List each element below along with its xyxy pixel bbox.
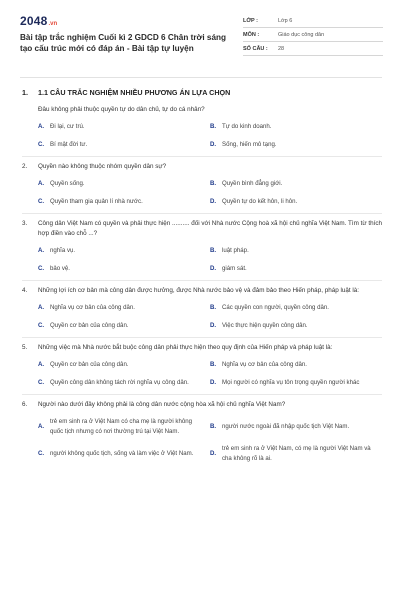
option-a[interactable]: [38, 356, 210, 374]
option-letter: A.: [38, 422, 45, 430]
option-letter: D.: [210, 264, 217, 272]
option-text: Quyền cơ bản của công dân.: [50, 361, 129, 368]
option-text: Quyền bình đẳng giới.: [222, 180, 283, 187]
option-text: trẻ em sinh ra ở Việt Nam có cha mẹ là người không quốc tịch nhưng có nơi thường trú tại Việt Nam.: [50, 418, 193, 435]
question-stem: [22, 216, 382, 239]
question-divider: [22, 394, 382, 395]
header-divider: [20, 77, 382, 78]
question-divider: [22, 280, 382, 281]
option-d[interactable]: [210, 440, 382, 467]
section-number: 1.: [22, 88, 28, 97]
option-b[interactable]: [210, 175, 382, 193]
option-letter: A.: [38, 123, 45, 130]
option-text: Nghĩa vụ cơ bản của công dân.: [50, 304, 135, 311]
option-letter: A.: [38, 304, 45, 311]
option-d[interactable]: [210, 193, 382, 211]
option-c[interactable]: [38, 440, 210, 467]
question-1: [20, 102, 382, 157]
options-grid: [22, 118, 382, 153]
meta-label: LỚP :: [243, 17, 258, 24]
option-letter: C.: [38, 378, 45, 386]
option-text: Việc thực hiện quyền công dân.: [222, 321, 308, 329]
question-divider: [22, 337, 382, 338]
question-number: [22, 105, 38, 115]
option-letter: C.: [38, 321, 45, 329]
question-stem: [22, 397, 382, 410]
option-text: Các quyền con người, quyền công dân.: [222, 304, 330, 311]
option-b[interactable]: [210, 118, 382, 136]
question-text: Những việc mà Nhà nước bắt buộc công dân phải thực hiện theo quy định của Hiến pháp và pháp luật là:: [38, 344, 333, 351]
meta-row-subject: [243, 28, 383, 42]
option-text: luật pháp.: [222, 247, 249, 254]
option-d[interactable]: [210, 136, 382, 154]
option-b[interactable]: [210, 299, 382, 317]
options-grid: [22, 413, 382, 467]
question-6: [20, 397, 382, 467]
option-text: Mọi người có nghĩa vụ tôn trọng quyền người khác: [222, 378, 360, 386]
document-page: [10, 6, 392, 600]
option-text: người nước ngoài đã nhập quốc tịch Việt Nam.: [222, 422, 350, 430]
option-text: Tự do kinh doanh.: [222, 123, 272, 130]
option-text: Quyền cơ bản của công dân.: [50, 321, 129, 329]
meta-label: SỐ CÂU :: [243, 45, 268, 52]
option-text: nghĩa vụ.: [50, 247, 76, 254]
options-grid: [22, 242, 382, 277]
option-letter: B.: [210, 123, 217, 130]
option-a[interactable]: [38, 118, 210, 136]
option-c[interactable]: [38, 317, 210, 335]
option-text: Quyền công dân không tách rời nghĩa vụ công dân.: [50, 378, 189, 386]
option-letter: D.: [210, 449, 217, 457]
section-title: [20, 84, 382, 102]
option-letter: B.: [210, 422, 217, 430]
option-letter: D.: [210, 378, 217, 386]
question-number: 6.: [22, 401, 28, 408]
question-number: 4.: [22, 287, 28, 294]
meta-value: 28: [278, 45, 285, 52]
option-text: Đi lại, cư trú.: [50, 123, 85, 130]
question-stem: [22, 159, 382, 172]
option-text: Sống, hiến mô tạng.: [222, 140, 277, 148]
option-text: Nghĩa vụ cơ bản của công dân.: [222, 361, 307, 368]
option-c[interactable]: [38, 193, 210, 211]
question-stem: [22, 102, 382, 115]
option-a[interactable]: [38, 175, 210, 193]
section-title-text: 1.1 CÂU TRẮC NGHIỆM NHIỀU PHƯƠNG ÁN LỰA CHỌN: [38, 88, 231, 97]
option-letter: B.: [210, 180, 217, 187]
option-letter: A.: [38, 361, 45, 368]
option-text: Quyền sống.: [50, 180, 85, 187]
meta-value: Giáo dục công dân: [278, 31, 325, 38]
question-4: [20, 283, 382, 338]
question-divider: [22, 156, 382, 157]
options-grid: [22, 175, 382, 210]
option-a[interactable]: [38, 299, 210, 317]
option-text: giám sát.: [222, 264, 247, 272]
option-letter: B.: [210, 304, 217, 311]
option-letter: B.: [210, 361, 217, 368]
question-3: [20, 216, 382, 281]
option-d[interactable]: [210, 317, 382, 335]
logo-main-text: 2048: [20, 14, 48, 28]
question-text: Quyền nào không thuộc nhóm quyền dân sự?: [38, 163, 167, 170]
question-text: Những lợi ích cơ bản mà công dân được hưởng, được Nhà nước bảo vệ và đảm bảo theo Hiến pháp, pháp luật là:: [38, 287, 359, 294]
meta-row-count: [243, 42, 383, 56]
option-letter: B.: [210, 247, 217, 254]
question-list: [20, 84, 382, 467]
document-header: [20, 14, 382, 69]
option-letter: C.: [38, 140, 45, 148]
question-text: Đâu không phải thuộc quyền tự do dân chủ, tự do cá nhân?: [38, 106, 205, 113]
options-grid: [22, 356, 382, 391]
meta-info-box: [243, 14, 383, 56]
option-letter: C.: [38, 449, 45, 457]
option-b[interactable]: [210, 413, 382, 440]
option-text: trẻ em sinh ra ở Việt Nam, có mẹ là người Việt Nam và cha không rõ là ai.: [222, 445, 371, 462]
option-c[interactable]: [38, 136, 210, 154]
option-letter: A.: [38, 247, 45, 254]
question-text: Người nào dưới đây không phải là công dân nước cộng hòa xã hội chủ nghĩa Việt Nam?: [38, 401, 286, 408]
option-b[interactable]: [210, 356, 382, 374]
question-stem: [22, 283, 382, 296]
option-letter: C.: [38, 264, 45, 272]
question-stem: [22, 340, 382, 353]
question-number: 3.: [22, 220, 28, 227]
meta-value: Lớp 6: [278, 17, 293, 24]
option-letter: D.: [210, 321, 217, 329]
meta-row-class: [243, 14, 383, 28]
option-c[interactable]: [38, 260, 210, 278]
question-number: 5.: [22, 344, 28, 351]
option-letter: C.: [38, 197, 45, 205]
logo-sub-text: .vn: [48, 21, 58, 27]
question-5: [20, 340, 382, 395]
question-2: [20, 159, 382, 214]
option-letter: A.: [38, 180, 45, 187]
meta-label: MÔN :: [243, 31, 260, 38]
option-text: người không quốc tịch, sống và làm việc ở Việt Nam.: [50, 449, 194, 457]
option-text: Quyền tham gia quản lí nhà nước.: [50, 197, 143, 205]
option-a[interactable]: [38, 413, 210, 440]
option-text: bảo vệ.: [50, 264, 70, 272]
option-d[interactable]: [210, 374, 382, 392]
document-title: Bài tập trắc nghiệm Cuối kì 2 GDCD 6 Chân trời sáng tạo cấu trúc mới có đáp án - Bài tập tự luyện: [20, 33, 226, 53]
option-letter: D.: [210, 140, 217, 148]
option-a[interactable]: [38, 242, 210, 260]
option-b[interactable]: [210, 242, 382, 260]
question-text: Công dân Việt Nam có quyền và phải thực hiện .......... đối với Nhà nước Cộng hoà xã hội chủ nghĩa Việt Nam. Tìm từ thích hợp điền vào chỗ ...?: [38, 220, 382, 237]
option-text: Quyền tự do kết hôn, li hôn.: [222, 197, 298, 205]
option-c[interactable]: [38, 374, 210, 392]
option-d[interactable]: [210, 260, 382, 278]
question-divider: [22, 213, 382, 214]
option-letter: D.: [210, 197, 217, 205]
options-grid: [22, 299, 382, 334]
option-text: Bí mật đời tư.: [50, 140, 88, 148]
site-logo[interactable]: [20, 14, 57, 28]
question-number: 2.: [22, 163, 28, 170]
